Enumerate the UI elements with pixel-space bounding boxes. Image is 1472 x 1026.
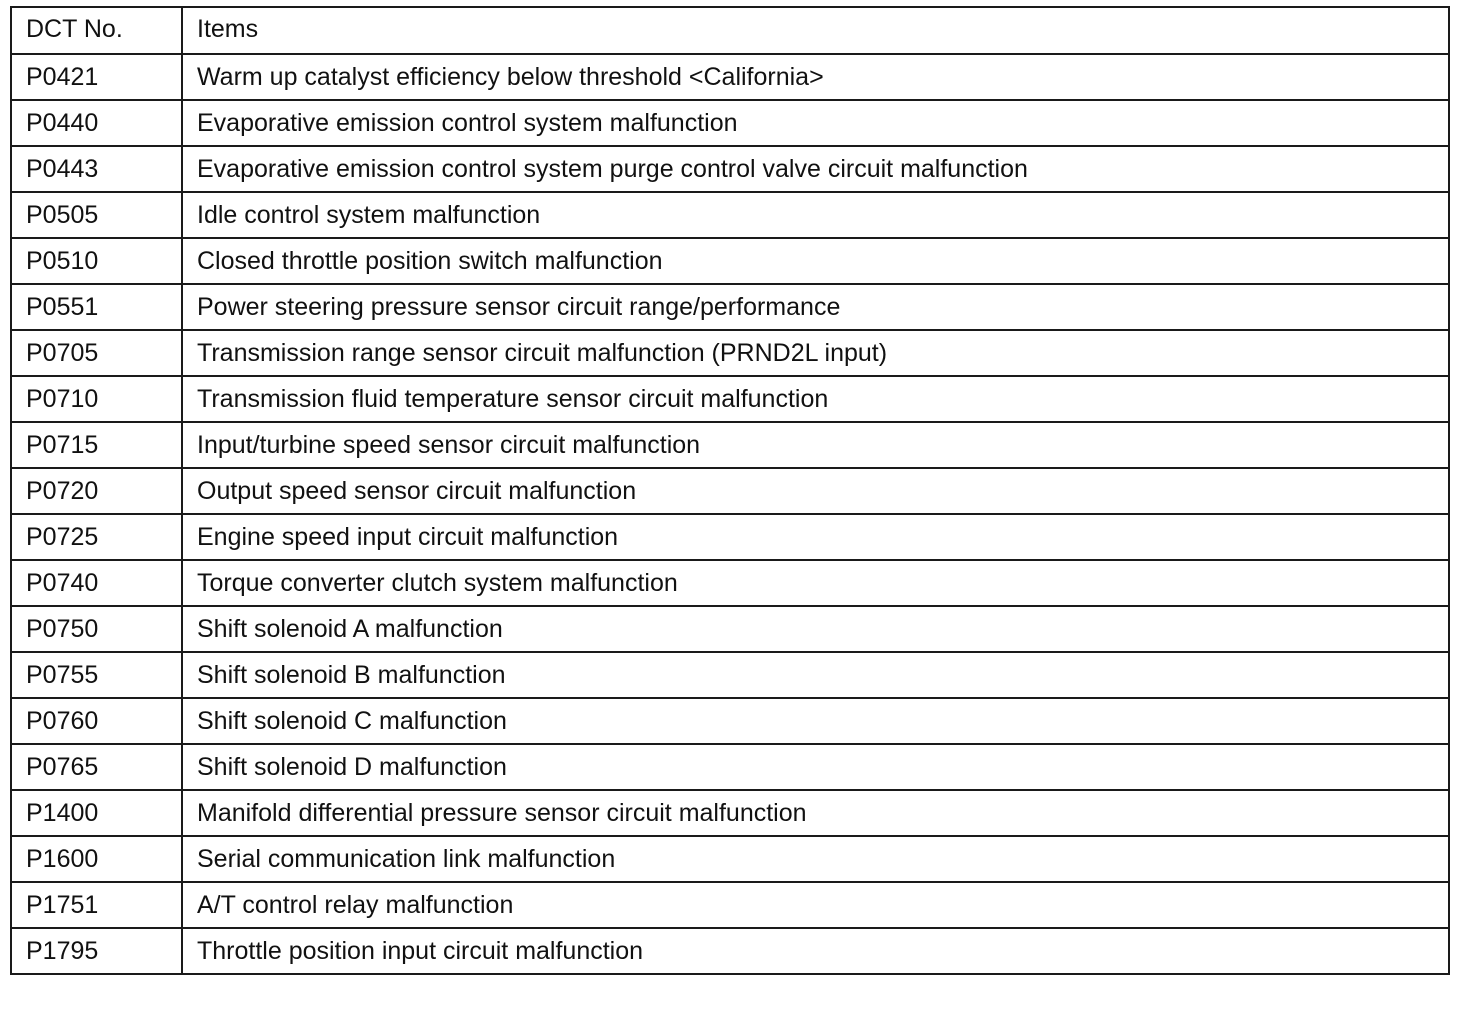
dtc-code-cell: P1751	[11, 882, 182, 928]
dtc-code-cell: P0710	[11, 376, 182, 422]
dtc-code-cell: P0740	[11, 560, 182, 606]
dtc-code-cell: P0715	[11, 422, 182, 468]
dtc-item-cell: Shift solenoid D malfunction	[182, 744, 1449, 790]
dtc-code-cell: P0551	[11, 284, 182, 330]
dtc-item-cell: Input/turbine speed sensor circuit malfunction	[182, 422, 1449, 468]
dtc-item-cell: Shift solenoid A malfunction	[182, 606, 1449, 652]
table-row	[11, 54, 1449, 100]
dtc-code-cell: P0755	[11, 652, 182, 698]
table-row	[11, 468, 1449, 514]
table-row	[11, 698, 1449, 744]
table-row	[11, 744, 1449, 790]
dtc-item-cell: Idle control system malfunction	[182, 192, 1449, 238]
table-row	[11, 836, 1449, 882]
dtc-item-cell: A/T control relay malfunction	[182, 882, 1449, 928]
dtc-code-cell: P1400	[11, 790, 182, 836]
table-row	[11, 560, 1449, 606]
dtc-item-cell: Serial communication link malfunction	[182, 836, 1449, 882]
table-row	[11, 790, 1449, 836]
dtc-item-cell: Throttle position input circuit malfunction	[182, 928, 1449, 974]
table-body	[11, 54, 1449, 974]
table-row	[11, 422, 1449, 468]
dtc-code-cell: P1600	[11, 836, 182, 882]
dtc-code-cell: P0505	[11, 192, 182, 238]
dtc-code-cell: P0765	[11, 744, 182, 790]
table-row	[11, 652, 1449, 698]
dtc-item-cell: Transmission fluid temperature sensor circuit malfunction	[182, 376, 1449, 422]
dtc-item-cell: Shift solenoid C malfunction	[182, 698, 1449, 744]
header-code: DCT No.	[11, 7, 182, 54]
dtc-item-cell: Shift solenoid B malfunction	[182, 652, 1449, 698]
dtc-code-cell: P1795	[11, 928, 182, 974]
dtc-code-cell: P0750	[11, 606, 182, 652]
dtc-item-cell: Manifold differential pressure sensor circuit malfunction	[182, 790, 1449, 836]
dtc-code-cell: P0725	[11, 514, 182, 560]
dtc-code-cell: P0705	[11, 330, 182, 376]
table-row	[11, 882, 1449, 928]
dtc-item-cell: Transmission range sensor circuit malfunction (PRND2L input)	[182, 330, 1449, 376]
table-row	[11, 146, 1449, 192]
dtc-code-cell: P0510	[11, 238, 182, 284]
dtc-item-cell: Warm up catalyst efficiency below threshold <California>	[182, 54, 1449, 100]
dtc-code-cell: P0443	[11, 146, 182, 192]
dtc-code-cell: P0421	[11, 54, 182, 100]
dtc-item-cell: Torque converter clutch system malfunction	[182, 560, 1449, 606]
table-header	[11, 7, 1449, 54]
dtc-item-cell: Closed throttle position switch malfunction	[182, 238, 1449, 284]
dtc-item-cell: Engine speed input circuit malfunction	[182, 514, 1449, 560]
dtc-code-cell: P0720	[11, 468, 182, 514]
table-row	[11, 376, 1449, 422]
table-row	[11, 100, 1449, 146]
table-row	[11, 238, 1449, 284]
table-row	[11, 606, 1449, 652]
table-row	[11, 330, 1449, 376]
dtc-item-cell: Output speed sensor circuit malfunction	[182, 468, 1449, 514]
header-row	[11, 7, 1449, 54]
table-row	[11, 284, 1449, 330]
table-row	[11, 928, 1449, 974]
dtc-item-cell: Evaporative emission control system malfunction	[182, 100, 1449, 146]
table-row	[11, 192, 1449, 238]
dtc-table	[10, 6, 1450, 975]
dtc-code-cell: P0760	[11, 698, 182, 744]
header-items: Items	[182, 7, 1449, 54]
dtc-item-cell: Evaporative emission control system purge control valve circuit malfunction	[182, 146, 1449, 192]
dtc-item-cell: Power steering pressure sensor circuit range/performance	[182, 284, 1449, 330]
table-row	[11, 514, 1449, 560]
dtc-code-cell: P0440	[11, 100, 182, 146]
